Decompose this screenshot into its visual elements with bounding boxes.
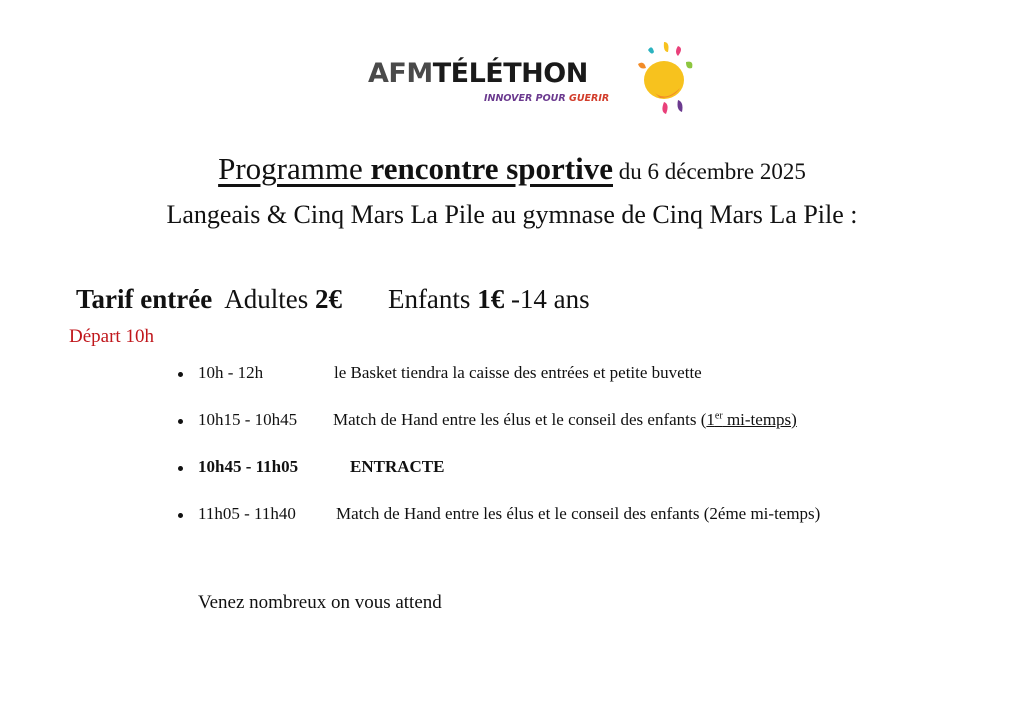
afm-telethon-logo [368, 40, 698, 118]
tarif-child-price: 1€ [477, 284, 505, 314]
program-time: 10h - 12h [198, 363, 264, 382]
closing-text: Venez nombreux on vous attend [198, 592, 442, 613]
logo-tagline-part1: INNOVER POUR [484, 93, 570, 104]
bullet-icon [178, 513, 183, 518]
program-desc-after: mi-temps) [722, 410, 797, 429]
logo-wordmark [368, 60, 588, 87]
page-subtitle: Langeais & Cinq Mars La Pile au gymnase de Cinq Mars La Pile : [166, 200, 858, 229]
tarif-adult-label: Adultes [224, 284, 315, 314]
title-programme: Programme [218, 151, 371, 186]
program-desc-text: Match de Hand entre les élus et le conseil des enfants ( [333, 410, 707, 429]
logo-telethon-text: TÉLÉTHON [432, 58, 588, 89]
tarif-child-label: Enfants [387, 284, 478, 314]
logo-tagline [484, 94, 609, 104]
program-desc [333, 410, 797, 430]
program-desc-underlined [706, 410, 796, 429]
sun-logo-icon [630, 40, 698, 118]
tarif-child-note: -14 ans [504, 284, 590, 314]
title-rencontre-sportive: rencontre sportive [370, 151, 613, 186]
title-date: du 6 décembre 2025 [613, 159, 806, 184]
bullet-icon [178, 372, 183, 377]
tarif-label: Tarif entrée [76, 284, 213, 314]
program-time: 11h05 - 11h40 [198, 504, 296, 523]
logo-afm-text: AFM [368, 58, 433, 89]
tarif-line [76, 284, 590, 315]
program-time: 10h15 - 10h45 [198, 410, 298, 429]
bullet-icon [178, 466, 183, 471]
program-desc: le Basket tiendra la caisse des entrées et petite buvette [334, 363, 702, 382]
logo-tagline-part2: GUERIR [569, 93, 610, 104]
program-desc: Match de Hand entre les élus et le conseil des enfants (2éme mi-temps) [336, 504, 821, 523]
title-underlined [218, 151, 613, 186]
depart-time: Départ 10h [69, 326, 154, 347]
program-desc-num: 1 [706, 410, 715, 429]
program-desc-sup: er [714, 410, 723, 422]
bullet-icon [178, 419, 183, 424]
tarif-adult-price: 2€ [314, 284, 342, 314]
program-desc: ENTRACTE [350, 457, 445, 476]
program-time: 10h45 - 11h05 [198, 457, 299, 476]
page-title [0, 151, 1024, 187]
